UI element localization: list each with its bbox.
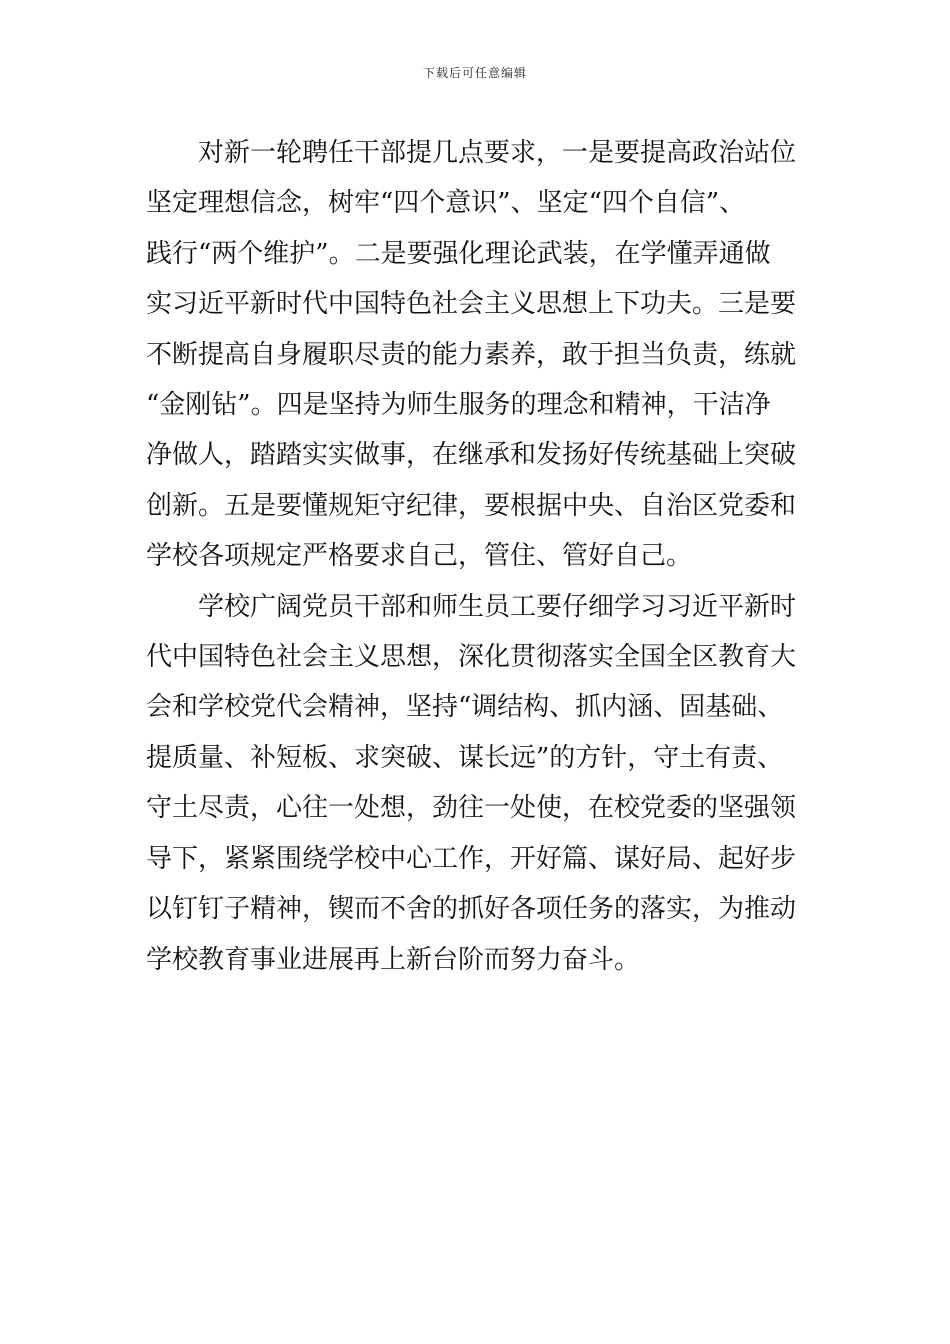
paragraph-call-to-action: [146, 582, 806, 985]
paragraph-line: 导下，紧紧围绕学校中心工作，开好篇、谋好局、起好步: [146, 843, 797, 874]
paragraph-line: “金刚钻”。四是坚持为师生服务的理念和精神，干洁净: [146, 390, 771, 421]
paragraph-line: 提质量、补短板、求突破、谋长远”的方针，守土有责、: [146, 742, 784, 773]
paragraph-line: 对新一轮聘任干部提几点要求，一是要提高政治站位: [198, 138, 797, 168]
paragraph-line: 实习近平新时代中国特色社会主义思想上下功夫。三是要: [146, 289, 797, 320]
paragraph-requirements: [146, 128, 806, 582]
document-body: [146, 128, 806, 985]
paragraph-line: 坚定理想信念，树牢“四个意识”、坚定“四个自信”、: [146, 188, 746, 219]
paragraph-line: 代中国特色社会主义思想，深化贯彻落实全国全区教育大: [146, 642, 797, 673]
paragraph-line: 学校各项规定严格要求自己，管住、管好自己。: [146, 541, 693, 572]
paragraph-line: 净做人，踏踏实实做事，在继承和发扬好传统基础上突破: [146, 440, 797, 471]
paragraph-line: 守土尽责，心往一处想，劲往一处使，在校党委的坚强领: [146, 793, 797, 824]
paragraph-line: 不断提高自身履职尽责的能力素养，敢于担当负责，练就: [146, 339, 797, 370]
paragraph-line: 创新。五是要懂规矩守纪律，要根据中央、自治区党委和: [146, 490, 797, 521]
paragraph-line: 践行“两个维护”。二是要强化理论武装，在学懂弄通做: [146, 238, 771, 269]
paragraph-line: 学校教育事业进展再上新台阶而努力奋斗。: [146, 944, 641, 975]
paragraph-line: 以钉钉子精神，锲而不舍的抓好各项任务的落实，为推动: [146, 894, 797, 925]
download-note: 下载后可任意编辑: [422, 66, 527, 80]
paragraph-line: 学校广阔党员干部和师生员工要仔细学习习近平新时: [198, 591, 797, 622]
paragraph-line: 会和学校党代会精神，坚持“调结构、抓内涵、固基础、: [146, 692, 784, 723]
